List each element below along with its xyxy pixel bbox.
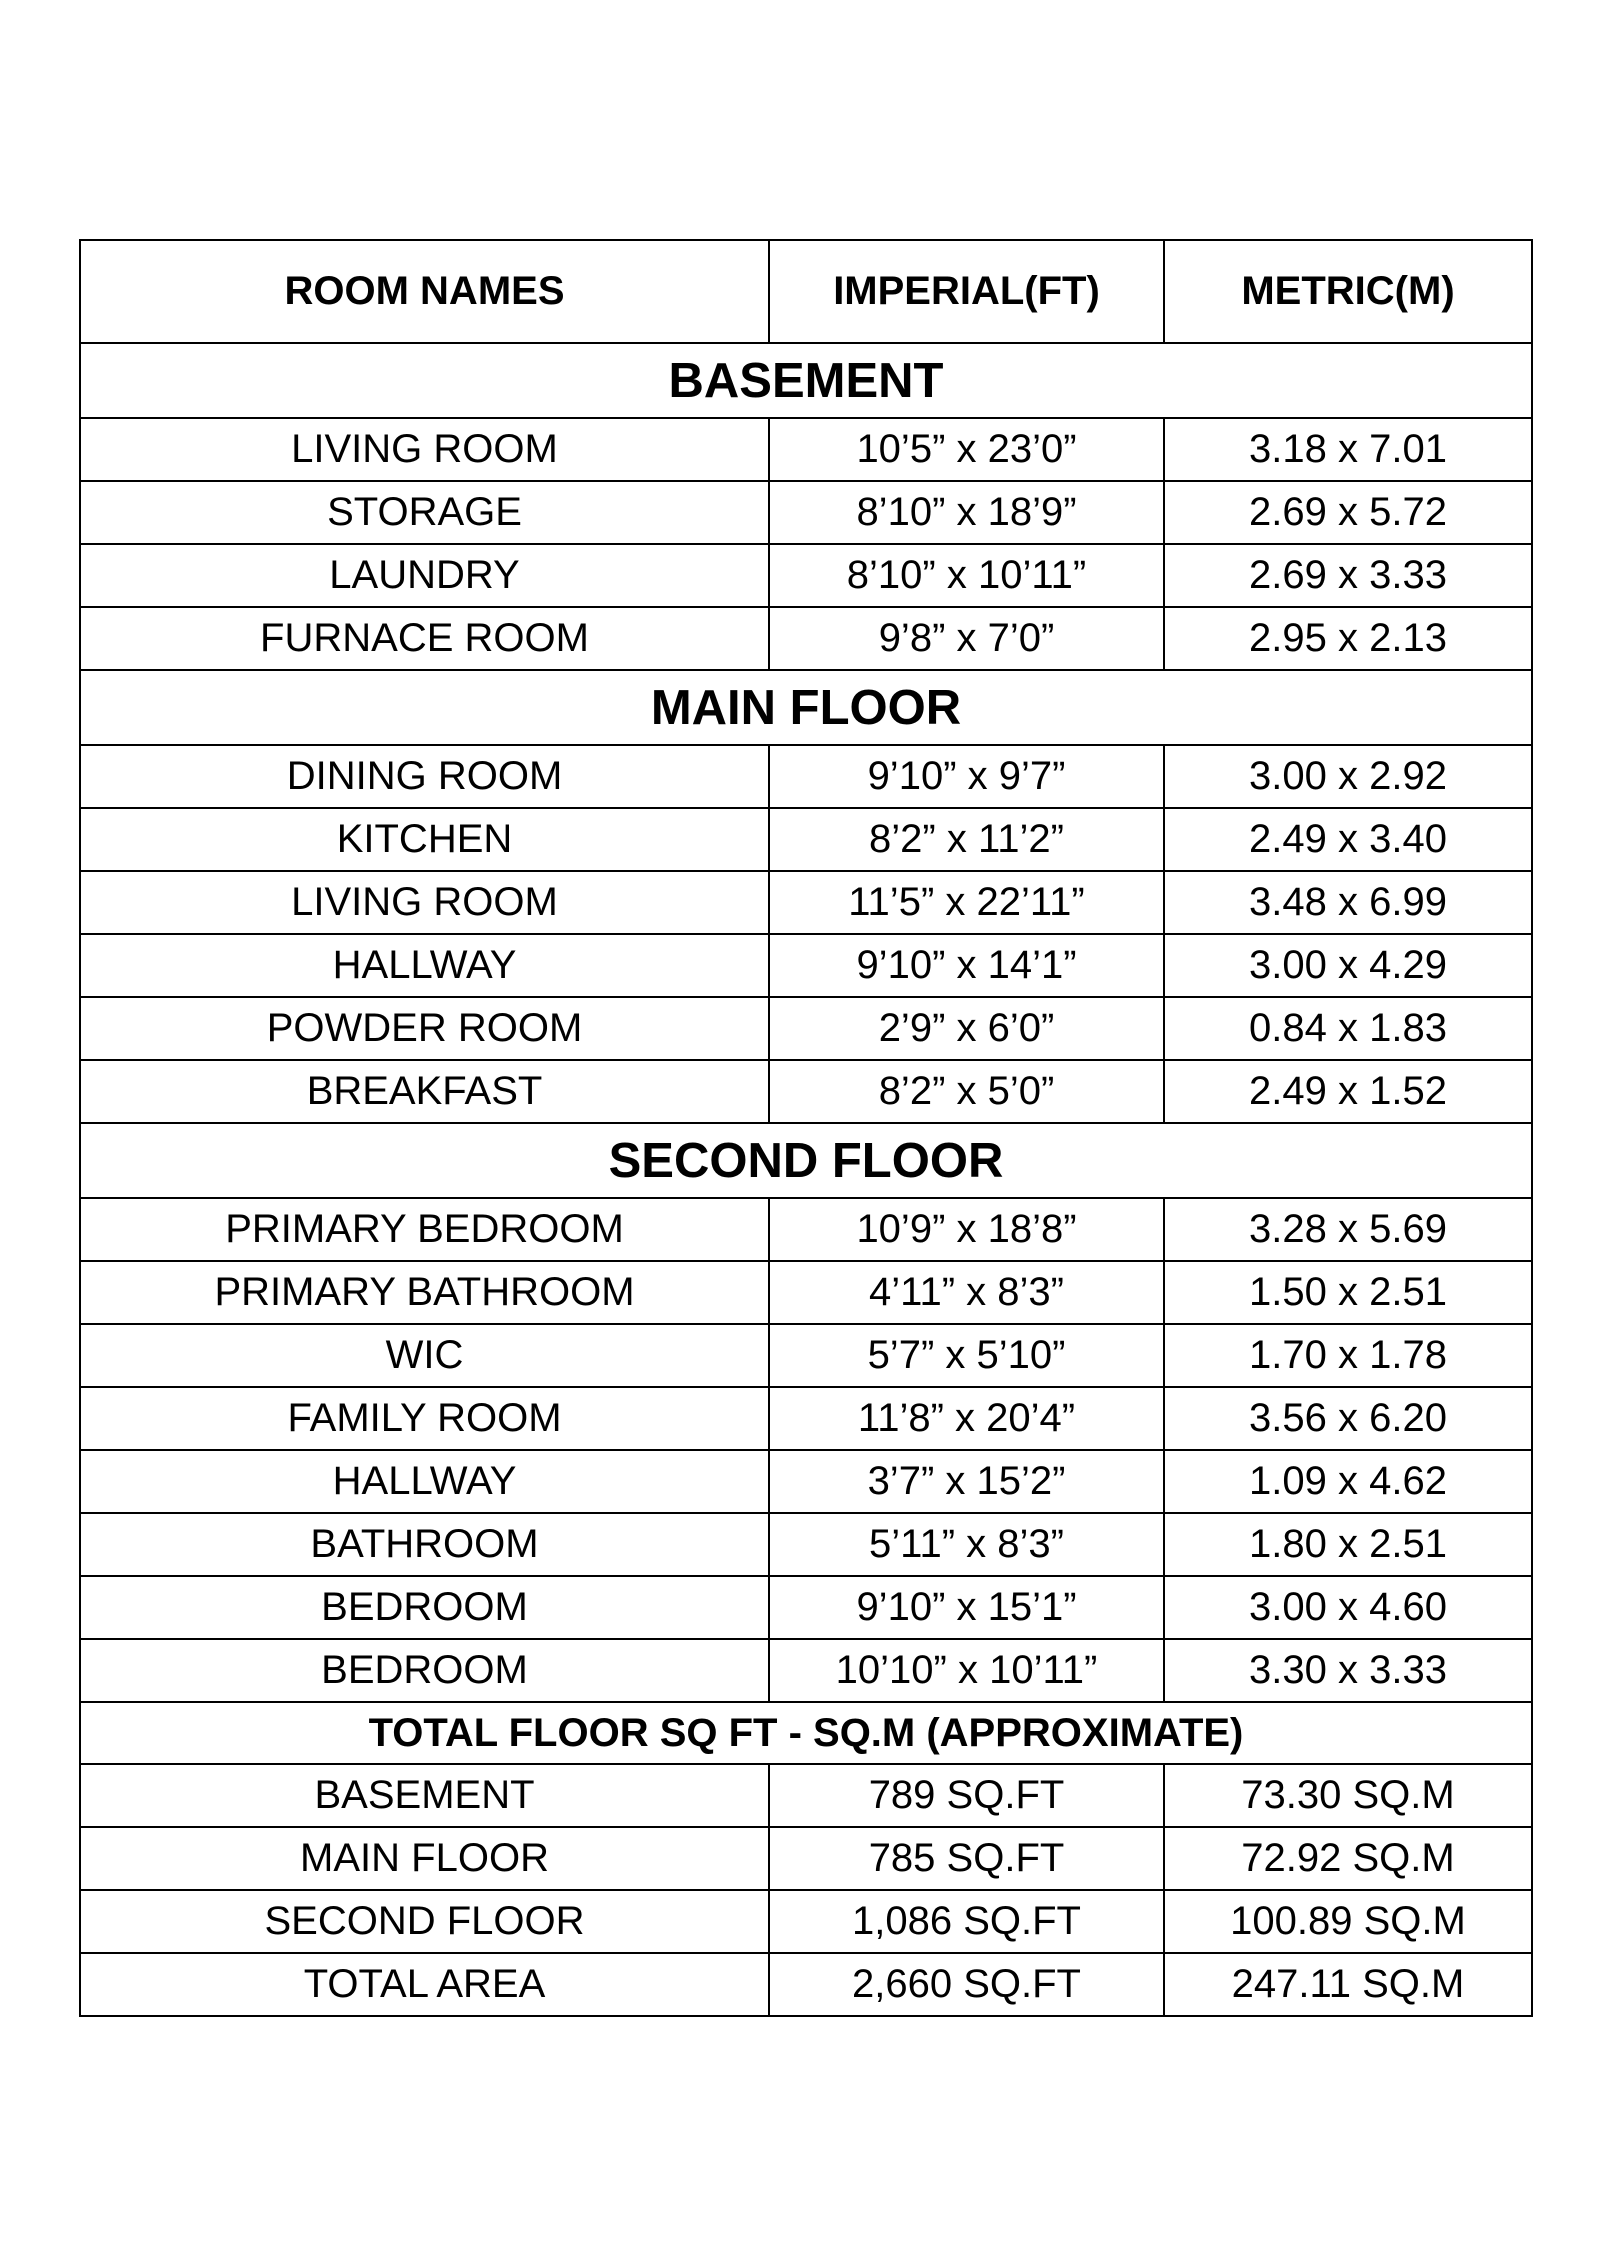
room-name-cell: BATHROOM [80, 1513, 769, 1576]
table-row [80, 808, 1532, 871]
header-room-names: ROOM NAMES [80, 240, 769, 343]
metric-cell: 1.80 x 2.51 [1164, 1513, 1532, 1576]
metric-cell: 3.18 x 7.01 [1164, 418, 1532, 481]
imperial-cell: 9’10” x 15’1” [769, 1576, 1164, 1639]
imperial-cell: 8’10” x 10’11” [769, 544, 1164, 607]
table-row [80, 745, 1532, 808]
metric-cell: 2.49 x 1.52 [1164, 1060, 1532, 1123]
room-name-cell: PRIMARY BEDROOM [80, 1198, 769, 1261]
metric-cell: 3.30 x 3.33 [1164, 1639, 1532, 1702]
table-row [80, 1890, 1532, 1953]
room-name-cell: WIC [80, 1324, 769, 1387]
table-row [80, 1953, 1532, 2016]
imperial-cell: 11’5” x 22’11” [769, 871, 1164, 934]
imperial-cell: 10’9” x 18’8” [769, 1198, 1164, 1261]
table-row [80, 544, 1532, 607]
room-name-cell: MAIN FLOOR [80, 1827, 769, 1890]
room-name-cell: HALLWAY [80, 1450, 769, 1513]
header-imperial: IMPERIAL(FT) [769, 240, 1164, 343]
table-row [80, 1513, 1532, 1576]
table-row [80, 1639, 1532, 1702]
imperial-cell: 3’7” x 15’2” [769, 1450, 1164, 1513]
table-row [80, 1576, 1532, 1639]
metric-cell: 3.00 x 4.29 [1164, 934, 1532, 997]
imperial-cell: 1,086 SQ.FT [769, 1890, 1164, 1953]
imperial-cell: 10’5” x 23’0” [769, 418, 1164, 481]
table-row [80, 1827, 1532, 1890]
table-row [80, 1261, 1532, 1324]
metric-cell: 2.69 x 5.72 [1164, 481, 1532, 544]
section-row [80, 343, 1532, 418]
room-name-cell: LAUNDRY [80, 544, 769, 607]
section-title: TOTAL FLOOR SQ FT - SQ.M (APPROXIMATE) [80, 1702, 1532, 1764]
table-row [80, 934, 1532, 997]
imperial-cell: 4’11” x 8’3” [769, 1261, 1164, 1324]
table-row [80, 607, 1532, 670]
imperial-cell: 10’10” x 10’11” [769, 1639, 1164, 1702]
metric-cell: 0.84 x 1.83 [1164, 997, 1532, 1060]
metric-cell: 2.69 x 3.33 [1164, 544, 1532, 607]
room-name-cell: BREAKFAST [80, 1060, 769, 1123]
metric-cell: 247.11 SQ.M [1164, 1953, 1532, 2016]
section-title: BASEMENT [80, 343, 1532, 418]
room-name-cell: HALLWAY [80, 934, 769, 997]
imperial-cell: 8’10” x 18’9” [769, 481, 1164, 544]
metric-cell: 73.30 SQ.M [1164, 1764, 1532, 1827]
room-name-cell: KITCHEN [80, 808, 769, 871]
table-row [80, 1764, 1532, 1827]
imperial-cell: 789 SQ.FT [769, 1764, 1164, 1827]
room-name-cell: STORAGE [80, 481, 769, 544]
imperial-cell: 2,660 SQ.FT [769, 1953, 1164, 2016]
imperial-cell: 8’2” x 11’2” [769, 808, 1164, 871]
table-row [80, 418, 1532, 481]
metric-cell: 1.70 x 1.78 [1164, 1324, 1532, 1387]
table-row [80, 1324, 1532, 1387]
table-row [80, 997, 1532, 1060]
room-name-cell: POWDER ROOM [80, 997, 769, 1060]
metric-cell: 2.49 x 3.40 [1164, 808, 1532, 871]
metric-cell: 3.56 x 6.20 [1164, 1387, 1532, 1450]
metric-cell: 100.89 SQ.M [1164, 1890, 1532, 1953]
metric-cell: 1.50 x 2.51 [1164, 1261, 1532, 1324]
metric-cell: 3.00 x 4.60 [1164, 1576, 1532, 1639]
metric-cell: 3.48 x 6.99 [1164, 871, 1532, 934]
imperial-cell: 8’2” x 5’0” [769, 1060, 1164, 1123]
table-row [80, 871, 1532, 934]
imperial-cell: 9’10” x 9’7” [769, 745, 1164, 808]
metric-cell: 3.28 x 5.69 [1164, 1198, 1532, 1261]
section-row [80, 670, 1532, 745]
room-name-cell: LIVING ROOM [80, 871, 769, 934]
room-name-cell: LIVING ROOM [80, 418, 769, 481]
room-name-cell: PRIMARY BATHROOM [80, 1261, 769, 1324]
imperial-cell: 785 SQ.FT [769, 1827, 1164, 1890]
imperial-cell: 11’8” x 20’4” [769, 1387, 1164, 1450]
table-row [80, 481, 1532, 544]
imperial-cell: 2’9” x 6’0” [769, 997, 1164, 1060]
header-row [80, 240, 1532, 343]
metric-cell: 72.92 SQ.M [1164, 1827, 1532, 1890]
room-name-cell: FURNACE ROOM [80, 607, 769, 670]
room-name-cell: BEDROOM [80, 1576, 769, 1639]
table-row [80, 1387, 1532, 1450]
table-body [80, 343, 1532, 2016]
metric-cell: 3.00 x 2.92 [1164, 745, 1532, 808]
room-name-cell: DINING ROOM [80, 745, 769, 808]
room-name-cell: BEDROOM [80, 1639, 769, 1702]
imperial-cell: 9’8” x 7’0” [769, 607, 1164, 670]
room-name-cell: SECOND FLOOR [80, 1890, 769, 1953]
metric-cell: 1.09 x 4.62 [1164, 1450, 1532, 1513]
imperial-cell: 5’11” x 8’3” [769, 1513, 1164, 1576]
section-title: MAIN FLOOR [80, 670, 1532, 745]
metric-cell: 2.95 x 2.13 [1164, 607, 1532, 670]
table-row [80, 1450, 1532, 1513]
room-name-cell: FAMILY ROOM [80, 1387, 769, 1450]
room-name-cell: TOTAL AREA [80, 1953, 769, 2016]
table-row [80, 1198, 1532, 1261]
room-dimensions-table [79, 239, 1533, 2017]
imperial-cell: 9’10” x 14’1” [769, 934, 1164, 997]
room-name-cell: BASEMENT [80, 1764, 769, 1827]
section-title: SECOND FLOOR [80, 1123, 1532, 1198]
table-row [80, 1060, 1532, 1123]
section-row [80, 1123, 1532, 1198]
header-metric: METRIC(M) [1164, 240, 1532, 343]
section-row [80, 1702, 1532, 1764]
imperial-cell: 5’7” x 5’10” [769, 1324, 1164, 1387]
